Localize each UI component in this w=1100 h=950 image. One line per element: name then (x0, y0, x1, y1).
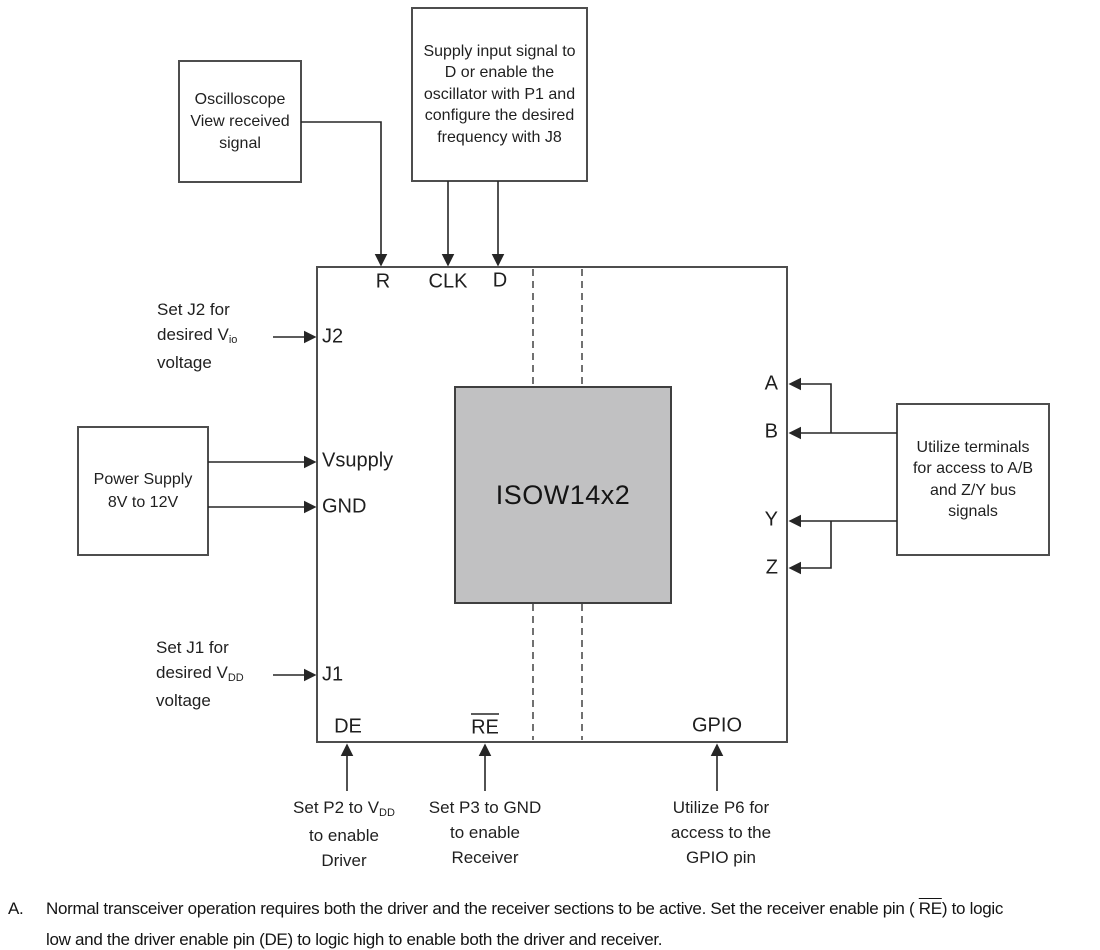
wire-oscilloscope-to-r (301, 122, 381, 264)
annotation-p3-line3: Receiver (451, 848, 519, 867)
footnote-re-overline-text: $\overline{RE}$ (918, 899, 942, 918)
pin-label-j1: J1 (322, 663, 344, 686)
pin-label-r: R (375, 270, 391, 293)
annotation-p2-line3: Driver (321, 851, 367, 870)
footnote-line1-pre: Normal transceiver operation requires both the driver and the receiver sections to be active. Set the receiver enable pin ( (46, 899, 919, 918)
annotation-j1-line1: Set J1 for (156, 638, 229, 657)
annotation-p3-line2: to enable (450, 823, 520, 842)
wire-bus-to-z (791, 521, 831, 568)
bus-line: Utilize terminals (916, 438, 1030, 456)
footnote (8, 893, 1003, 950)
annotation-p3 (429, 795, 541, 870)
oscilloscope-line: View received (190, 112, 290, 130)
pin-label-gnd: GND (322, 495, 367, 518)
annotation-p2-line1-subscript: DD (379, 807, 395, 819)
annotation-j1-line2-subscript: DD (227, 672, 244, 684)
supply-line: frequency with J8 (437, 128, 562, 146)
oscilloscope-line: Oscilloscope (194, 90, 286, 108)
annotation-j2-line2 (157, 322, 237, 350)
pin-label-z: Z (765, 556, 778, 579)
annotation-j2-line2-main: desired V (157, 325, 229, 344)
pin-label-y: Y (764, 508, 778, 531)
pin-label-vsupply: Vsupply (322, 449, 394, 472)
annotation-p2-line1 (293, 795, 395, 823)
annotation-j2 (157, 297, 237, 375)
annotation-p2-line1-main: Set P2 to V (293, 798, 380, 817)
wire-bus-to-a (791, 384, 831, 433)
supply-line: configure the desired (424, 107, 575, 125)
annotation-p6-line3: GPIO pin (686, 848, 756, 867)
pin-label-re: RE (471, 716, 499, 739)
annotation-j2-line3: voltage (157, 353, 212, 372)
annotation-j1-line2 (156, 660, 244, 688)
power-supply-text (78, 427, 208, 555)
power-line: Power Supply (93, 471, 193, 488)
annotation-p6-line2: access to the (670, 823, 772, 842)
power-line: 8V to 12V (107, 494, 179, 511)
bus-terminals-text (897, 404, 1049, 555)
pin-label-clk: CLK (428, 270, 468, 293)
footnote-line1 (46, 893, 1003, 924)
pin-label-gpio: GPIO (691, 714, 743, 737)
bus-line: for access to A/B (912, 460, 1034, 477)
pin-label-a: A (764, 372, 778, 395)
chip-label: ISOW14x2 (495, 479, 631, 510)
pin-label-de: DE (334, 715, 362, 738)
annotation-p3-line1: Set P3 to GND (428, 798, 542, 817)
footnote-line2: low and the driver enable pin (DE) to logic high to enable both the driver and receiver. (46, 930, 663, 949)
annotation-j1-line3: voltage (156, 691, 211, 710)
bus-line: and Z/Y bus (930, 481, 1016, 499)
supply-instruction-text (412, 8, 587, 181)
annotation-j2-line2-subscript: io (228, 334, 238, 346)
supply-line: D or enable the (444, 64, 555, 82)
footnote-marker: A. (8, 899, 24, 918)
pin-label-d: D (492, 269, 508, 292)
annotation-p2-line2: to enable (309, 826, 379, 845)
annotation-j2-line1: Set J2 for (157, 300, 230, 319)
oscilloscope-box-text (179, 61, 301, 182)
annotation-p2 (293, 795, 395, 873)
bus-line: signals (948, 503, 998, 520)
pin-label-b: B (764, 420, 778, 443)
annotation-j1-line2-main: desired V (156, 663, 228, 682)
supply-line: oscillator with P1 and (423, 85, 576, 103)
footnote-line1-post: ) to logic (941, 899, 1004, 918)
annotation-p6 (671, 795, 771, 870)
pin-label-j2: J2 (322, 325, 344, 348)
footnote-text (46, 893, 1003, 950)
annotation-p6-line1: Utilize P6 for (672, 798, 770, 817)
annotation-j1 (156, 635, 244, 713)
supply-line: Supply input signal to (423, 42, 576, 60)
oscilloscope-line: signal (219, 134, 261, 152)
